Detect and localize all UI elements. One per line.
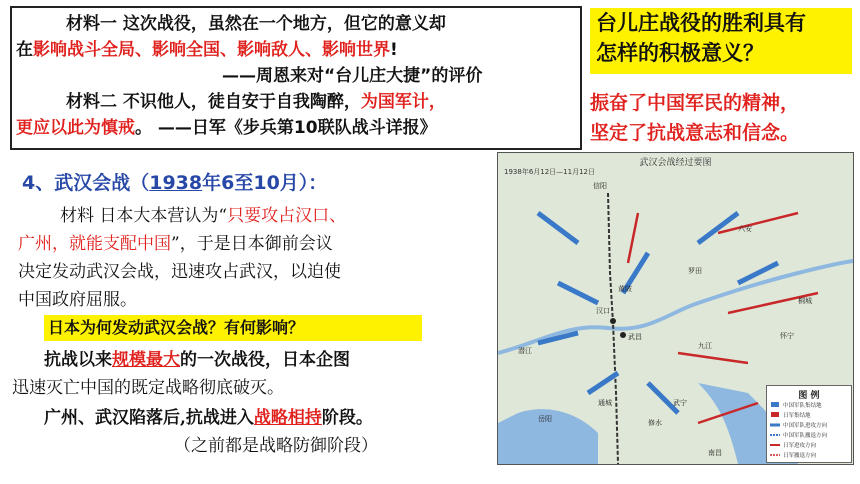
- city-label: 武昌: [628, 333, 642, 341]
- quote-line-4: 材料二 不识他人，徒自安于自我陶醉，为国军计，: [66, 92, 446, 112]
- city-label: 怀宁: [780, 332, 794, 340]
- legend-label: 中国军队撤退方向: [783, 433, 828, 439]
- question-2: 日本为何发动武汉会战？有何影响？: [44, 315, 422, 341]
- quote-line-1: 材料一 这次战役，虽然在一个地方，但它的意义却: [66, 14, 446, 34]
- city-label: 通城: [598, 399, 612, 407]
- legend-label: 日军进攻方向: [783, 443, 817, 449]
- answer-1-line-2: 坚定了抗战意志和信念。: [590, 122, 800, 144]
- city-label: 黄陂: [618, 285, 632, 293]
- quote-line-5: 更应以此为慎戒。 ——日军《步兵第10联队战斗详报》: [16, 118, 437, 138]
- legend-label: 中国军队进攻方向: [783, 423, 828, 429]
- question-1: 台儿庄战役的胜利具有 怎样的积极意义？: [590, 8, 852, 74]
- quote-line-2: 在影响战斗全局、影响全国、影响敌人、影响世界!: [16, 40, 398, 60]
- chinese-arrow: [538, 213, 578, 243]
- city-label: 修水: [648, 419, 662, 427]
- city-label: 南昌: [708, 449, 722, 457]
- chinese-arrows: [538, 213, 778, 413]
- material-line-3: 决定发动武汉会战，迅速攻占武汉，以迫使: [18, 262, 341, 282]
- section-title: 4、武汉会战（1938年6至10月）：: [22, 172, 328, 194]
- city-dot: [620, 332, 626, 338]
- city-label: 六安: [738, 225, 752, 233]
- answer-2-line-3: 广州、武汉陷落后,抗战进入战略相持阶段。: [44, 408, 373, 428]
- japanese-arrow: [678, 353, 748, 363]
- material-line-2: 广州，就能支配中国”，于是日本御前会议: [18, 234, 333, 254]
- japanese-arrow: [628, 213, 638, 263]
- city-label: 汉口: [596, 307, 610, 315]
- legend-title: 图 例: [798, 391, 820, 401]
- quote-line-3: ——周恩来对“台儿庄大捷”的评价: [222, 66, 483, 86]
- map-subtitle: 1938年6月12日—11月12日: [504, 168, 595, 176]
- answer-2-line-1: 抗战以来规模最大的一次战役，日本企图: [44, 350, 350, 370]
- legend-label: 中国军队集结地: [783, 403, 822, 409]
- wuhan-battle-map: [497, 152, 854, 465]
- city-dot: [610, 318, 616, 324]
- legend-label: 日军撤退方向: [783, 453, 817, 459]
- answer-1-line-1: 振奋了中国军民的精神，: [590, 92, 800, 114]
- answer-2-line-4: （之前都是战略防御阶段）: [174, 436, 378, 456]
- material-line-1: 材料 日本大本营认为“只要攻占汉口、: [60, 206, 347, 226]
- map-title: 武汉会战经过要图: [639, 158, 712, 168]
- map-legend: [766, 385, 852, 463]
- city-label: 信阳: [593, 182, 607, 190]
- city-label: 岳阳: [538, 415, 552, 423]
- chinese-arrow: [648, 383, 678, 413]
- material-line-4: 中国政府屈服。: [18, 290, 137, 310]
- legend-label: 日军集结地: [783, 413, 811, 419]
- legend-swatch: [771, 402, 779, 407]
- city-label: 桐城: [798, 297, 812, 305]
- answer-2-line-2: 迅速灭亡中国的既定战略彻底破灭。: [12, 378, 284, 398]
- chinese-arrow: [588, 373, 618, 393]
- city-label: 罗田: [688, 267, 702, 275]
- chinese-arrow: [698, 213, 738, 243]
- city-label: 武宁: [673, 399, 687, 407]
- chinese-arrow: [558, 283, 598, 303]
- city-label: 九江: [698, 342, 712, 350]
- quote-box: [10, 6, 582, 150]
- legend-swatch: [771, 412, 779, 417]
- city-label: 潜江: [518, 347, 532, 355]
